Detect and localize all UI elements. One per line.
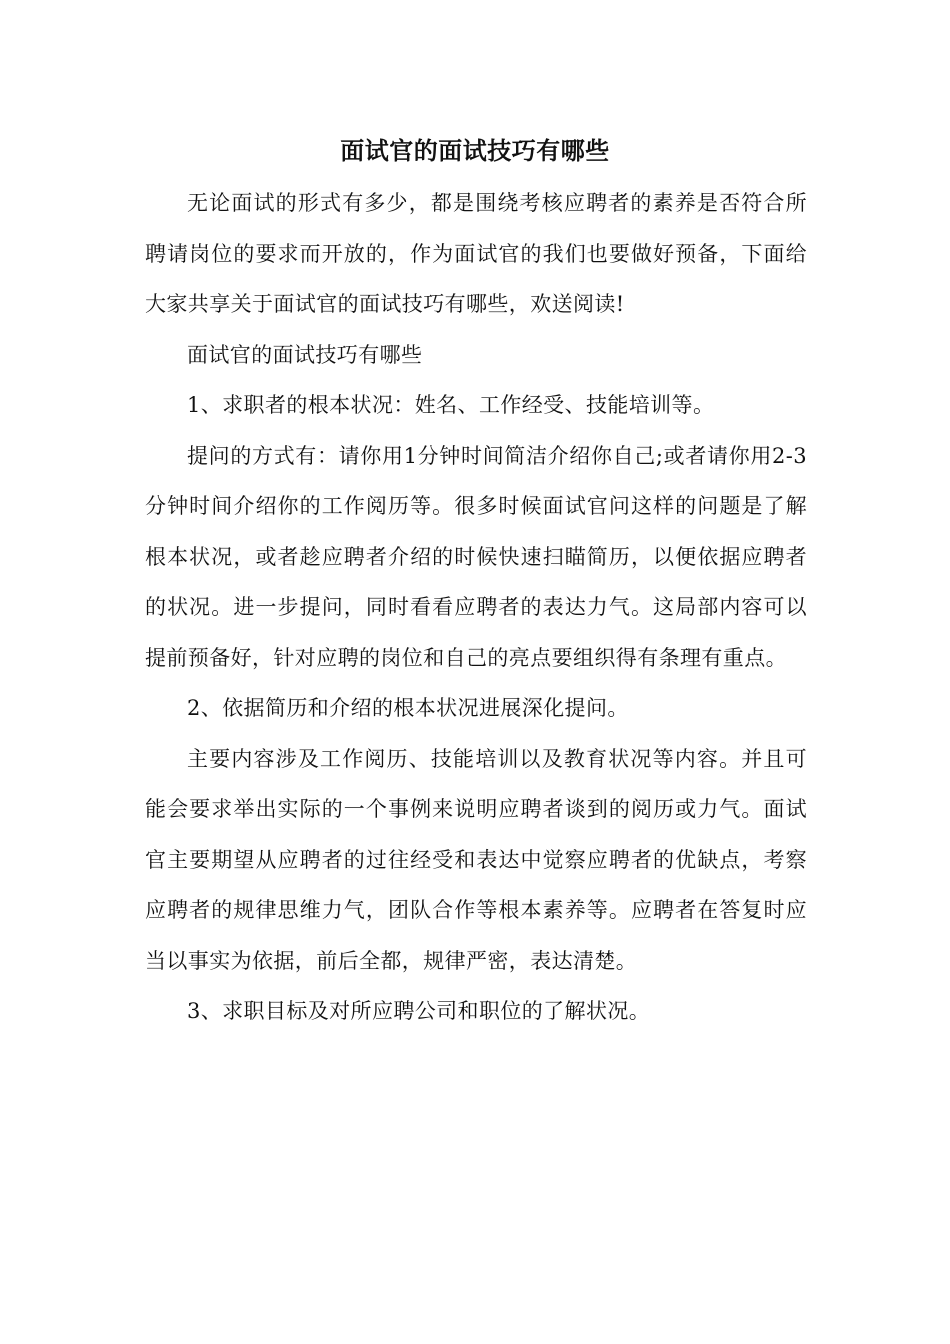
document-title: 面试官的面试技巧有哪些: [340, 137, 610, 165]
paragraph-intro: 无论面试的形式有多少，都是围绕考核应聘者的素养是否符合所聘请岗位的要求而开放的，作为面试官的我们也要做好预备，下面给大家共享关于面试官的面试技巧有哪些，欢送阅读!: [145, 191, 807, 316]
paragraph-point-2-detail: 主要内容涉及工作阅历、技能培训以及教育状况等内容。并且可能会要求举出实际的一个事例来说明应聘者谈到的阅历或力气。面试官主要期望从应聘者的过往经受和表达中觉察应聘者的优缺点，考察应聘者的规律思维力气，团队合作等根本素养等。应聘者在答复时应当以事实为依据，前后全都，规律严密，表达清楚。: [145, 746, 807, 973]
paragraph-point-3: 3、求职目标及对所应聘公司和职位的了解状况。: [187, 999, 651, 1023]
paragraph-point-1: 1、求职者的根本状况：姓名、工作经受、技能培训等。: [187, 393, 715, 417]
document-body: [145, 178, 807, 1037]
paragraph-point-1-detail: 提问的方式有：请你用1分钟时间简洁介绍你自己;或者请你用2-3分钟时间介绍你的工作阅历等。很多时候面试官问这样的问题是了解根本状况，或者趁应聘者介绍的时候快速扫瞄简历，以便依据应聘者的状况。进一步提问，同时看看应聘者的表达力气。这局部内容可以提前预备好，针对应聘的岗位和自己的亮点要组织得有条理有重点。: [145, 443, 807, 670]
paragraph-point-2: 2、依据简历和介绍的根本状况进展深化提问。: [187, 696, 629, 720]
paragraph-subtitle: 面试官的面试技巧有哪些: [187, 342, 423, 367]
